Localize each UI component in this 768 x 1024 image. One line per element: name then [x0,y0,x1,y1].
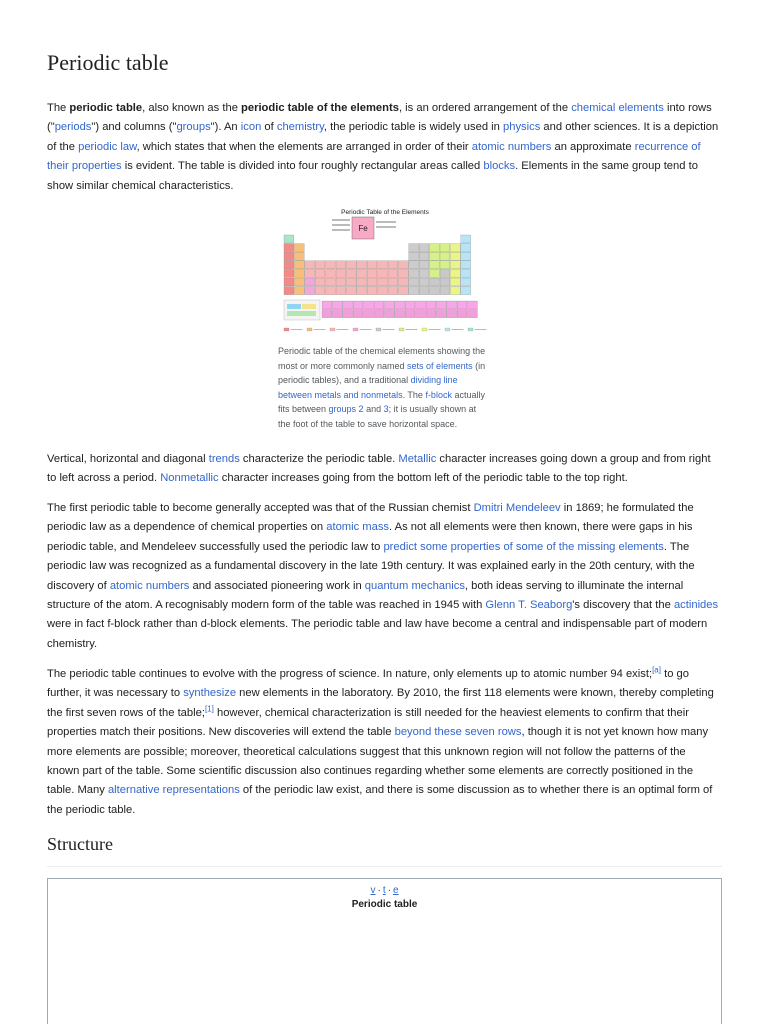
element-cell [440,269,450,277]
text-run: , the periodic table is widely used in [323,121,503,134]
text-run: , is an ordered arrangement of the [398,102,572,114]
element-cell [353,310,363,318]
element-cell [357,287,367,295]
element-cell [440,252,450,260]
element-cell [364,310,374,318]
wiki-link[interactable]: periods [54,121,92,134]
element-cell [450,269,460,277]
element-cell [346,269,356,277]
element-cell [388,278,398,286]
element-cell [461,261,471,269]
text-run: and [363,404,384,415]
element-cell [305,269,315,277]
element-cell [322,301,332,309]
navbox-title: Periodic table [351,899,418,910]
element-cell [440,278,450,286]
wiki-link[interactable]: sets of elements [407,360,473,371]
wiki-link[interactable]: chemistry [276,121,324,134]
legend-swatch [307,328,312,331]
element-cell [332,310,342,318]
wiki-link[interactable]: atomic numbers [109,579,190,592]
wiki-link[interactable]: actinides [673,599,719,612]
element-cell [378,269,388,277]
text-run: however, chemical characterization is still needed for the heaviest elements to confirm that their properties match their positions. New discoveries will extend the table [47,706,689,739]
text-run: . As not all elements were then known, there were gaps in his periodic table, and Mendeleev successfully used the periodic law to [47,521,693,553]
element-cell [461,244,471,252]
element-cell [419,252,429,260]
element-cell [346,287,356,295]
element-cell [284,287,294,295]
element-cell [374,301,384,309]
element-cell [430,252,440,260]
figure-image-title: Periodic Table of the Elements [341,209,429,216]
legend-swatch [376,328,381,331]
element-cell [457,301,467,309]
element-cell [405,301,415,309]
element-cell [346,278,356,286]
element-cell [430,244,440,252]
legend-swatch [468,328,473,331]
element-cell [419,269,429,277]
view-template-link[interactable]: v [370,885,376,896]
footnote [205,704,214,713]
element-cell [450,287,460,295]
vte-separator: · [387,885,391,896]
text-run: (in periodic tables), and a traditional [278,360,486,386]
text-run: . The [402,389,426,400]
vte-separator: · [377,885,381,896]
element-cell [378,261,388,269]
element-cell [284,269,294,277]
text-run: ") and columns (" [91,121,177,134]
element-cell [367,261,377,269]
element-cell [426,310,436,318]
text-run: . The periodic law was recognized as a fundamental discovery in the late 19th century. It was explained early in the 20th century, with the discovery of [47,540,695,592]
element-cell [315,269,325,277]
text-run: characterize the periodic table. [239,453,399,465]
element-cell [440,287,450,295]
element-cell [388,261,398,269]
element-cell [294,269,304,277]
svg-text:Fe: Fe [358,224,368,233]
legend-swatch [399,328,404,331]
element-cell [284,278,294,286]
element-cell [357,269,367,277]
element-cell [367,269,377,277]
text-run: is evident. The table is divided into four roughly rectangular areas called [121,160,484,173]
element-cell [440,261,450,269]
text-run: , which states that when the elements are arranged in order of their [136,140,472,153]
element-cell [436,310,446,318]
wiki-link[interactable]: recurrence of their properties [47,140,701,173]
element-cell [367,278,377,286]
element-cell [419,278,429,286]
wiki-link[interactable]: Dmitri Mendeleev [473,502,561,514]
element-cell [440,244,450,252]
element-cell [398,278,408,286]
wiki-link[interactable]: synthesize [183,687,237,700]
periodic-table-illustration [278,207,492,339]
element-cell [336,287,346,295]
footnote [652,665,661,674]
legend-swatch [353,328,358,331]
element-cell [398,261,408,269]
text-run: to go further, it was necessary to [47,668,689,700]
element-cell [388,287,398,295]
legend-swatch [284,328,289,331]
wiki-link[interactable]: periodic law [78,140,137,153]
element-cell [294,244,304,252]
element-cell [461,287,471,295]
element-cell [426,301,436,309]
wiki-link[interactable]: alternative representations [107,784,240,797]
text-run: into rows (" [47,102,712,134]
text-run: . Elements in the same group tend to show similar chemical characteristics. [47,160,698,192]
text-run: an approximate [551,140,635,153]
text-run: Vertical, horizontal and diagonal [47,453,209,465]
element-cell [430,287,440,295]
legend-label-line [337,329,349,330]
element-cell [388,269,398,277]
element-cell [367,287,377,295]
legend-label-line [360,329,372,330]
evolution-paragraph [47,665,721,820]
element-cell [409,252,419,260]
element-cell [294,287,304,295]
text-run: The [47,102,70,114]
wiki-link[interactable]: Metallic [398,453,437,465]
element-cell [326,269,336,277]
text-run: and other sciences. It is a depiction of the [47,121,719,153]
text-run: Periodic table of the chemical elements showing the most or more commonly named [278,346,486,371]
element-cell [364,301,374,309]
element-cell [395,310,405,318]
navbox [47,878,722,1024]
text-run: The first periodic table to become generally accepted was that of the Russian chemist [47,502,474,514]
bold-term: periodic table [69,102,143,114]
element-cell [409,244,419,252]
wiki-link[interactable]: atomic mass [326,521,390,534]
history-paragraph [47,499,721,654]
footnote-link[interactable]: [a] [652,665,661,675]
element-cell [447,301,457,309]
element-cell [284,261,294,269]
text-run: were in fact f-block rather than d-block elements. The periodic table and law have become a central and indispensable part of modern chemistry. [47,618,708,650]
element-cell [374,310,384,318]
element-cell [384,301,394,309]
element-cell [409,261,419,269]
text-run: "). An [210,121,241,134]
element-cell [343,301,353,309]
element-cell [322,310,332,318]
element-cell [284,235,294,243]
element-cell [384,310,394,318]
legend-label-line [475,329,487,330]
element-cell [430,278,440,286]
legend-label-line [429,329,441,330]
element-cell [409,269,419,277]
intro-paragraph [47,99,721,196]
element-cell [305,261,315,269]
element-cell [419,261,429,269]
element-cell [461,252,471,260]
element-cell [395,301,405,309]
legend-box [284,300,320,320]
legend-label-line [406,329,418,330]
wiki-link[interactable]: blocks [483,160,516,173]
text-run: The periodic table continues to evolve with the progress of science. In nature, only elements up to atomic number 94 exist; [47,668,653,680]
text-run: of the periodic law exist, and there is some discussion as to whether there is an optimal form of the periodic table. [47,784,713,816]
element-cell [416,301,426,309]
wiki-link[interactable]: trends [208,453,240,465]
text-run: , though it is not yet known how many more elements are possible; moreover, theoretical calculations suggest that this unknown region will not follow the patterns of the known part of the table. Some scientific discussion also continues regarding whether some elements are correctly positioned in the table. Many [47,726,709,797]
text-run: , also known as the [142,102,242,114]
wiki-link[interactable]: icon [240,121,262,134]
edit-template-link[interactable]: e [392,885,399,896]
legend-swatch [422,328,427,331]
periodic-table-image[interactable] [278,207,492,339]
element-cell [457,310,467,318]
element-cell [284,244,294,252]
element-cell [416,310,426,318]
wiki-link[interactable]: quantum mechanics [364,579,465,592]
wiki-link[interactable]: predict some properties of some of the missing elements [383,540,664,553]
element-cell [315,287,325,295]
wiki-link[interactable]: groups [176,121,211,134]
wiki-link[interactable]: 3 [383,404,389,415]
element-cell [357,261,367,269]
element-cell [305,278,315,286]
wiki-link[interactable]: groups 2 [328,404,364,415]
page-title: Periodic table [47,50,169,75]
element-cell [357,278,367,286]
text-run: in 1869; he formulated the periodic law as a dependence of chemical properties on [47,502,694,534]
element-cell [305,287,315,295]
element-cell [336,269,346,277]
legend-label-line [452,329,464,330]
wiki-link[interactable]: chemical elements [571,102,664,114]
periodic-table-figure [278,207,492,432]
text-run: 's discovery that the [572,599,674,612]
section-divider [47,866,722,867]
wiki-link[interactable]: physics [503,121,541,134]
legend-swatch [330,328,335,331]
element-cell [378,278,388,286]
element-cell [409,278,419,286]
legend-swatch [445,328,450,331]
text-run: character increases going from the bottom left of the periodic table to the top right. [218,472,628,485]
wiki-link[interactable]: atomic numbers [471,140,552,153]
element-cell [326,261,336,269]
element-cell [336,278,346,286]
footnote-link[interactable]: [1] [204,704,214,714]
element-cell [343,310,353,318]
wiki-link[interactable]: Glenn T. Seaborg [485,599,573,612]
element-cell [447,310,457,318]
talk-template-link[interactable]: t [382,885,386,896]
element-cell [326,278,336,286]
wiki-link[interactable]: dividing line between metals and nonmetals [278,375,458,400]
element-cell [294,252,304,260]
category-legend [284,328,487,331]
legend-label-line [314,329,326,330]
element-cell [326,287,336,295]
element-cell [419,287,429,295]
element-cell [353,301,363,309]
text-run: , both ideas serving to illuminate the internal structure of the atom. A recognisably modern form of the table was reached in 1945 with [47,579,684,612]
element-cell [409,287,419,295]
element-cell [461,269,471,277]
navbox-vte [48,885,721,896]
element-cell [436,301,446,309]
element-cell [315,261,325,269]
element-cell [430,269,440,277]
text-run: and associated pioneering work in [189,579,365,592]
element-cell [346,261,356,269]
element-cell [336,261,346,269]
text-run: character increases going down a group and from right to left across a period. [47,453,711,485]
featured-element-box [332,217,396,239]
element-cell [405,310,415,318]
text-run: new elements in the laboratory. By 2010, the first 118 elements were known, thereby completing the first seven rows of the table; [47,687,714,719]
element-cell [419,244,429,252]
element-cell [450,244,460,252]
wiki-link[interactable]: beyond these seven rows [394,726,522,739]
text-run: actually fits between [278,389,485,415]
legend-label-line [291,329,303,330]
figure-caption [278,344,488,432]
element-cell [315,278,325,286]
element-cell [430,261,440,269]
wiki-link[interactable]: Nonmetallic [160,472,219,485]
element-cell [284,252,294,260]
element-cell [332,301,342,309]
element-cell [378,287,388,295]
element-cell [461,278,471,286]
element-cell [294,278,304,286]
bold-term: periodic table of the elements [241,102,399,114]
wiki-link[interactable]: f-block [425,389,452,400]
trends-paragraph [47,450,721,489]
legend-label-line [383,329,395,330]
element-cell [450,252,460,260]
text-run: ; it is usually shown at the foot of the table to save horizontal space. [278,404,477,429]
element-cell [398,269,408,277]
section-heading-structure: Structure [47,834,113,854]
element-cell [468,310,478,318]
element-cell [398,287,408,295]
text-run: of [261,121,277,134]
element-cell [468,301,478,309]
element-cell [450,278,460,286]
element-cell [461,235,471,243]
element-cell [450,261,460,269]
element-cell [294,261,304,269]
